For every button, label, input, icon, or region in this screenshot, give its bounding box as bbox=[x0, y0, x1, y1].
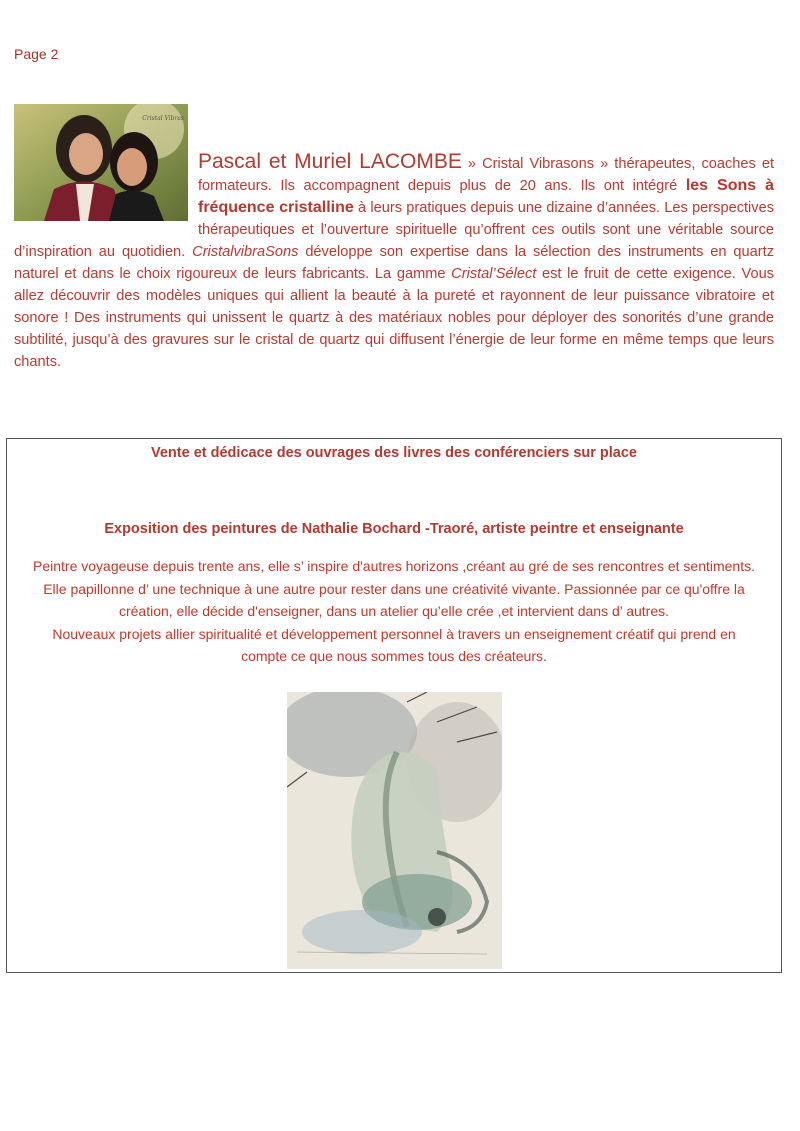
speaker-names: Pascal et Muriel LACOMBE bbox=[198, 150, 462, 173]
intro-section bbox=[14, 104, 774, 373]
intro-bold-phrase: les Sons à fréquence cristalline bbox=[198, 177, 775, 216]
intro-text-3: développe son expertise dans la sélection des instruments en quartz naturel et dans le choix rigoureux de leurs fabricants. La gamme bbox=[14, 244, 774, 282]
watercolor-painting bbox=[287, 692, 502, 969]
intro-text-2: à leurs pratiques depuis une dizaine d’années. Les perspectives thérapeutiques et l’ouverture spirituelle qu’offrent ces outils sont une véritable source d’inspiration au quotidien. bbox=[14, 200, 774, 260]
artist-description bbox=[7, 555, 781, 668]
exhibition-box bbox=[6, 438, 782, 973]
desc-line: compte ce que nous sommes tous des créateurs. bbox=[241, 648, 547, 664]
lacombe-couple-photo bbox=[14, 104, 188, 221]
photo-signature: Cristal Vibras bbox=[142, 115, 184, 122]
intro-text-1: » Cristal Vibrasons » thérapeutes, coaches et formateurs. Ils accompagnent depuis plus de 20 ans. Ils ont intégré bbox=[198, 156, 775, 194]
desc-line: création, elle décide d'enseigner, dans un atelier qu’elle crée ,et intervient dans d’ autres. bbox=[118, 603, 670, 619]
book-signing-heading: Vente et dédicace des ouvrages des livres des conférenciers sur place bbox=[151, 445, 637, 461]
brand-cristalvibrasons: CristalvibraSons bbox=[192, 244, 299, 260]
page-number: Page 2 bbox=[14, 46, 59, 62]
desc-line: Nouveaux projets allier spiritualité et développement personnel à travers un enseignement créatif qui prend en bbox=[52, 625, 736, 642]
desc-line: Elle papillonne d’ une technique à une autre pour rester dans une créativité vivante. Passionnée par ce qu'offre la bbox=[43, 580, 745, 597]
intro-text-4: est le fruit de cette exigence. Vous allez découvrir des modèles uniques qui allient la beauté à la pureté et rayonnent de leur puissance vibratoire et sonore ! Des instruments qui unissent le quartz à des matériaux nobles pour déployer des sonorités d’une grande subtilité, jusqu’à des gravures sur le cristal de quartz qui diffusent l’énergie de leur forme en même temps que leurs chants. bbox=[14, 266, 774, 370]
brand-cristal-select: Cristal’Sélect bbox=[451, 266, 537, 282]
exhibition-heading: Exposition des peintures de Nathalie Bochard -Traoré, artiste peintre et enseignante bbox=[104, 521, 684, 537]
desc-line: Peintre voyageuse depuis trente ans, elle s’ inspire d'autres horizons ,créant au gré de ses rencontres et sentiments. bbox=[33, 558, 755, 574]
